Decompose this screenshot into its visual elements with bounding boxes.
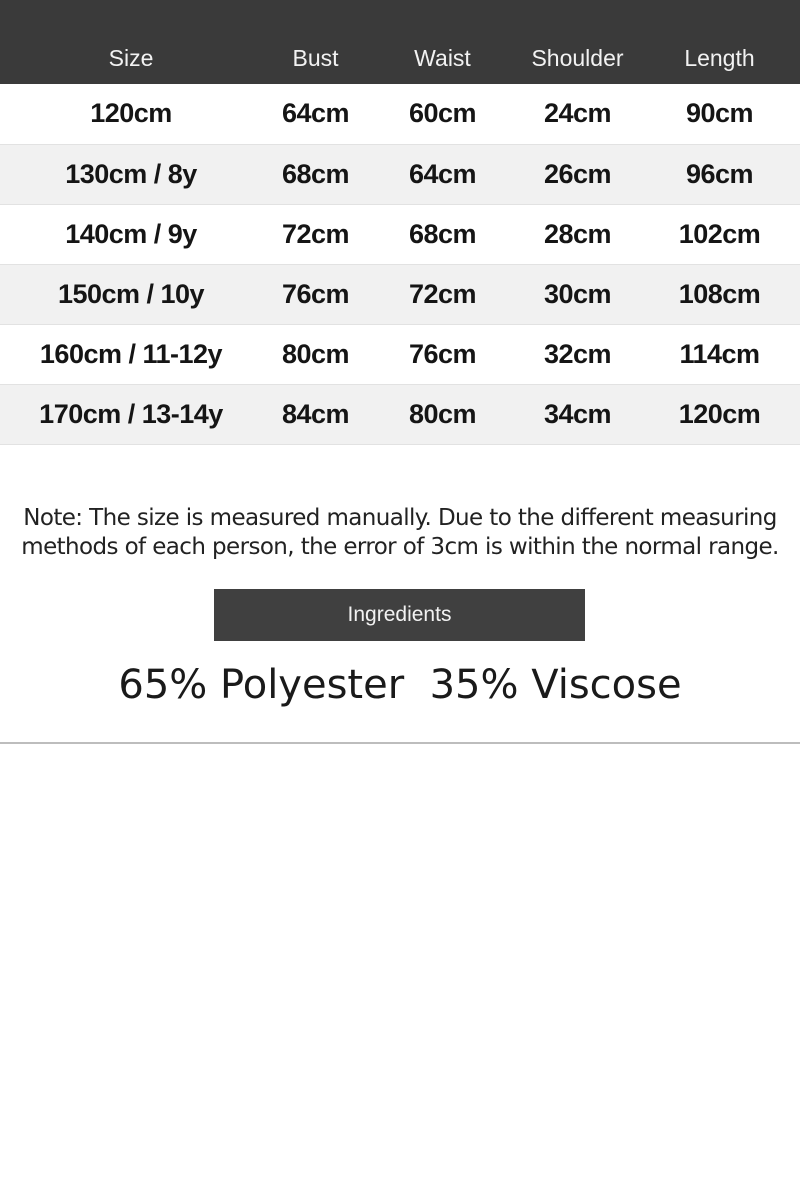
cell-length: 96cm: [639, 144, 800, 204]
cell-bust: 68cm: [262, 144, 369, 204]
cell-length: 120cm: [639, 384, 800, 444]
header-size: Size: [108, 45, 154, 71]
cell-waist: 68cm: [369, 204, 516, 264]
cell-size: 170cm / 13-14y: [0, 384, 262, 444]
table-row: [0, 84, 800, 144]
cell-waist: 60cm: [369, 84, 516, 144]
cell-size: 150cm / 10y: [0, 264, 262, 324]
cell-shoulder: 32cm: [516, 324, 639, 384]
header-waist: Waist: [414, 45, 471, 71]
table-row: [0, 204, 800, 264]
ingredients-heading: Ingredients: [214, 589, 585, 641]
cell-shoulder: 26cm: [516, 144, 639, 204]
cell-size: 120cm: [0, 84, 262, 144]
cell-size: 160cm / 11-12y: [0, 324, 262, 384]
cell-bust: 76cm: [262, 264, 369, 324]
cell-shoulder: 34cm: [516, 384, 639, 444]
cell-length: 90cm: [639, 84, 800, 144]
table-header-row: [0, 0, 800, 84]
cell-shoulder: 30cm: [516, 264, 639, 324]
measurement-note: [0, 504, 800, 562]
cell-waist: 72cm: [369, 264, 516, 324]
cell-waist: 64cm: [369, 144, 516, 204]
cell-bust: 84cm: [262, 384, 369, 444]
cell-waist: 80cm: [369, 384, 516, 444]
cell-length: 102cm: [639, 204, 800, 264]
table-row: [0, 144, 800, 204]
cell-waist: 76cm: [369, 324, 516, 384]
divider: [0, 742, 800, 744]
fabric-composition: 65% Polyester 35% Viscose: [118, 662, 682, 708]
header-shoulder: Shoulder: [531, 45, 624, 71]
cell-bust: 64cm: [262, 84, 369, 144]
cell-bust: 80cm: [262, 324, 369, 384]
table-row: [0, 384, 800, 444]
header-bust: Bust: [292, 45, 339, 71]
cell-length: 114cm: [639, 324, 800, 384]
cell-size: 130cm / 8y: [0, 144, 262, 204]
table-row: [0, 264, 800, 324]
note-line-2: methods of each person, the error of 3cm is within the normal range.: [21, 534, 779, 560]
header-length: Length: [684, 45, 755, 71]
table-row: [0, 324, 800, 384]
note-line-1: Note: The size is measured manually. Due to the different measuring: [23, 505, 777, 531]
cell-shoulder: 28cm: [516, 204, 639, 264]
cell-shoulder: 24cm: [516, 84, 639, 144]
size-chart-table: [0, 0, 800, 445]
cell-size: 140cm / 9y: [0, 204, 262, 264]
cell-length: 108cm: [639, 264, 800, 324]
cell-bust: 72cm: [262, 204, 369, 264]
